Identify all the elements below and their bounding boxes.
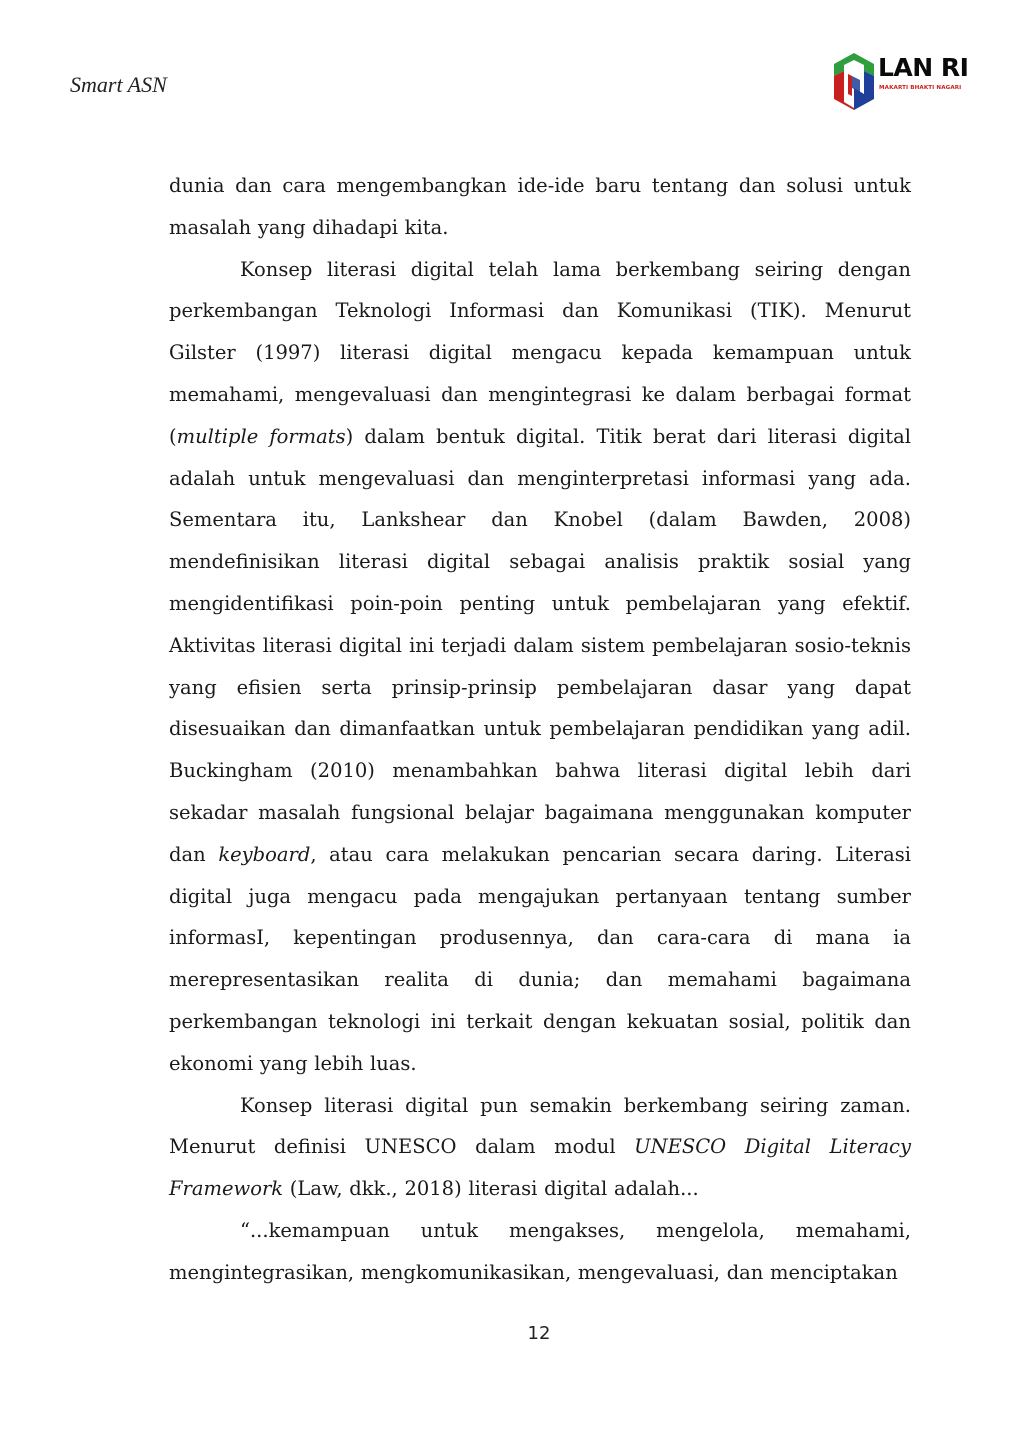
text-segment: (Law, dkk., 2018) literasi digital adalah... xyxy=(283,1177,699,1201)
emblem-green-face xyxy=(834,53,874,76)
text-segment: Konsep literasi digital telah lama berkembang seiring dengan perkembangan Teknologi Informasi dan Komunikasi (TIK). Menurut Gilster (1997) literasi digital mengacu kepada kemampuan untuk memahami, mengevaluasi dan mengintegrasi ke dalam berbagai format ( xyxy=(169,257,911,448)
italic-text-segment: multiple formats xyxy=(176,424,346,448)
text-segment: Konsep literasi digital pun semakin berkembang seiring zaman. Menurut definisi UNESCO dalam modul xyxy=(169,1093,911,1159)
text-segment: ) dalam bentuk digital. Titik berat dari literasi digital adalah untuk mengevaluasi dan menginterpretasi informasi yang ada. Sementara itu, Lankshear dan Knobel (dalam Bawden, 2008) mendefinisikan literasi digital sebagai analisis praktik sosial yang mengidentifikasi poin-poin penting untuk pembelajaran yang efektif. Aktivitas literasi digital ini terjadi dalam sistem pembelajaran sosio-teknis yang efisien serta prinsip-prinsip pembelajaran dasar yang dapat disesuaikan dan dimanfaatkan untuk pembelajaran pendidikan yang adil. Buckingham (2010) menambahkan bahwa literasi digital lebih dari sekadar masalah fungsional belajar bagaimana menggunakan komputer dan xyxy=(169,424,911,866)
document-body xyxy=(169,165,911,1294)
logo-wordmark: LAN RI xyxy=(878,53,969,82)
page-number: 12 xyxy=(527,1323,551,1344)
text-segment: dunia dan cara mengembangkan ide-ide baru tentang dan solusi untuk masalah yang dihadapi kita. xyxy=(169,174,911,239)
logo-tagline: MAKARTI BHAKTI NAGARI xyxy=(879,85,962,91)
body-paragraph xyxy=(169,249,911,1085)
running-header-title: Smart ASN xyxy=(70,72,167,97)
body-paragraph xyxy=(169,165,911,249)
text-segment: “...kemampuan untuk mengakses, mengelola, memahami, mengintegrasikan, mengkomunikasikan, mengevaluasi, dan menciptakan xyxy=(169,1218,911,1284)
body-paragraph xyxy=(169,1210,911,1294)
body-paragraph xyxy=(169,1085,911,1210)
emblem-inner-red xyxy=(848,74,852,96)
lan-ri-emblem-icon xyxy=(830,50,878,112)
text-segment: , atau cara melakukan pencarian secara daring. Literasi digital juga mengacu pada mengajukan pertanyaan tentang sumber informasI, kepentingan produsennya, dan cara-cara di mana ia merepresentasikan realita di dunia; dan memahami bagaimana perkembangan teknologi ini terkait dengan kekuatan sosial, politik dan ekonomi yang lebih luas. xyxy=(169,842,911,1075)
emblem-inner-blue xyxy=(852,76,860,92)
italic-text-segment: UNESCO Digital Literacy Framework xyxy=(169,1135,911,1201)
italic-text-segment: keyboard xyxy=(218,842,311,866)
lan-ri-logo xyxy=(830,50,982,112)
